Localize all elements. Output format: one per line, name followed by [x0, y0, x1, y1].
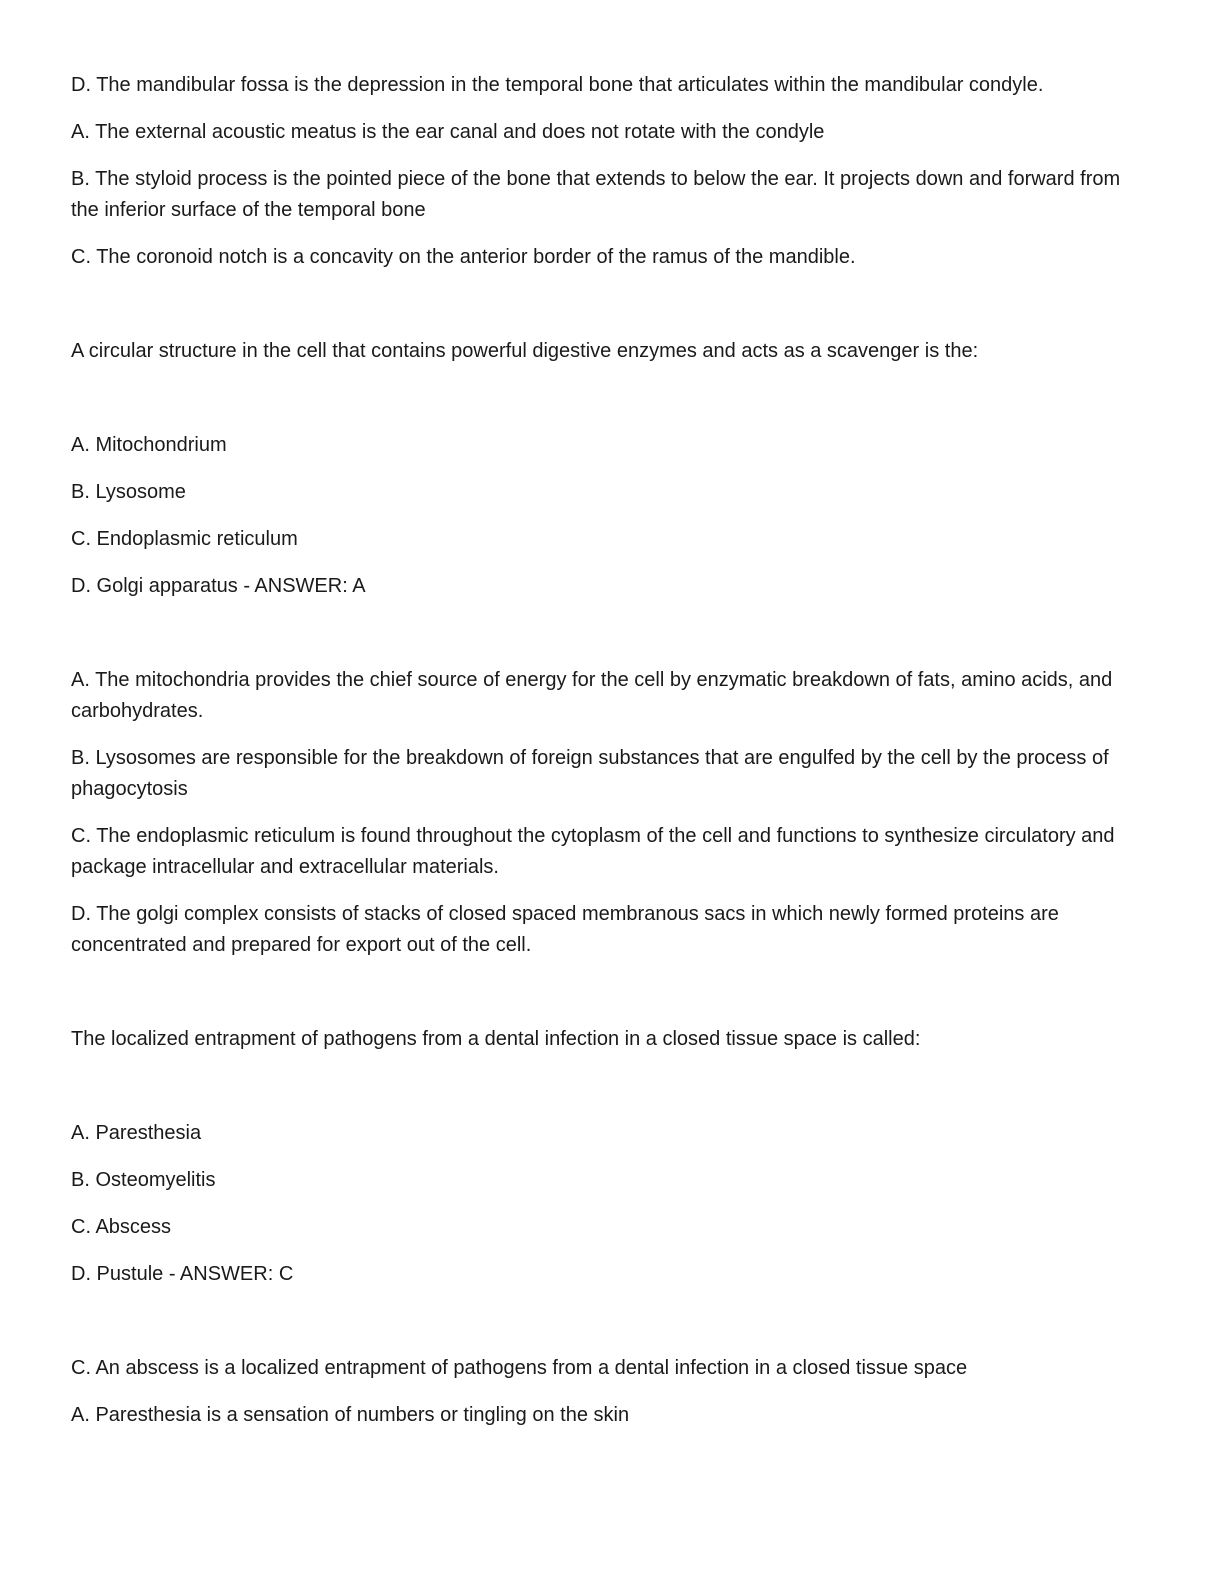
paragraph: C. The endoplasmic reticulum is found throughout the cytoplasm of the cell and functions to synthesize circulatory and package intracellular and extracellular materials. — [71, 825, 1115, 878]
document-page — [71, 70, 1151, 1447]
paragraph: A. Mitochondrium — [71, 434, 227, 456]
paragraph: A circular structure in the cell that contains powerful digestive enzymes and acts as a scavenger is the: — [71, 340, 979, 362]
paragraph: A. Paresthesia — [71, 1122, 202, 1144]
paragraph: C. Endoplasmic reticulum — [71, 528, 298, 550]
paragraph: B. Lysosomes are responsible for the breakdown of foreign substances that are engulfed by the cell by the process of phagocytosis — [71, 747, 1109, 800]
paragraph: A. The external acoustic meatus is the ear canal and does not rotate with the condyle — [71, 121, 825, 143]
section-gap — [71, 289, 1151, 336]
paragraph: B. Osteomyelitis — [71, 1169, 216, 1191]
section-gap — [71, 1071, 1151, 1118]
section-gap — [71, 1306, 1151, 1353]
paragraph: D. Pustule - ANSWER: C — [71, 1263, 294, 1285]
paragraph: C. The coronoid notch is a concavity on the anterior border of the ramus of the mandible. — [71, 246, 856, 268]
paragraph: A. Paresthesia is a sensation of numbers or tingling on the skin — [71, 1404, 630, 1426]
paragraph: C. Abscess — [71, 1216, 172, 1238]
paragraph: C. An abscess is a localized entrapment of pathogens from a dental infection in a closed tissue space — [71, 1357, 968, 1379]
paragraph: D. The golgi complex consists of stacks of closed spaced membranous sacs in which newly formed proteins are concentrated and prepared for export out of the cell. — [71, 903, 1059, 956]
section-gap — [71, 977, 1151, 1024]
section-gap — [71, 618, 1151, 665]
paragraph: B. The styloid process is the pointed piece of the bone that extends to below the ear. It projects down and forward from the inferior surface of the temporal bone — [71, 168, 1121, 221]
paragraph: D. Golgi apparatus - ANSWER: A — [71, 575, 366, 597]
paragraph: The localized entrapment of pathogens from a dental infection in a closed tissue space is called: — [71, 1028, 921, 1050]
paragraph: D. The mandibular fossa is the depression in the temporal bone that articulates within the mandibular condyle. — [71, 74, 1044, 96]
section-gap — [71, 383, 1151, 430]
paragraph: B. Lysosome — [71, 481, 186, 503]
paragraph: A. The mitochondria provides the chief source of energy for the cell by enzymatic breakdown of fats, amino acids, and carbohydrates. — [71, 669, 1113, 722]
